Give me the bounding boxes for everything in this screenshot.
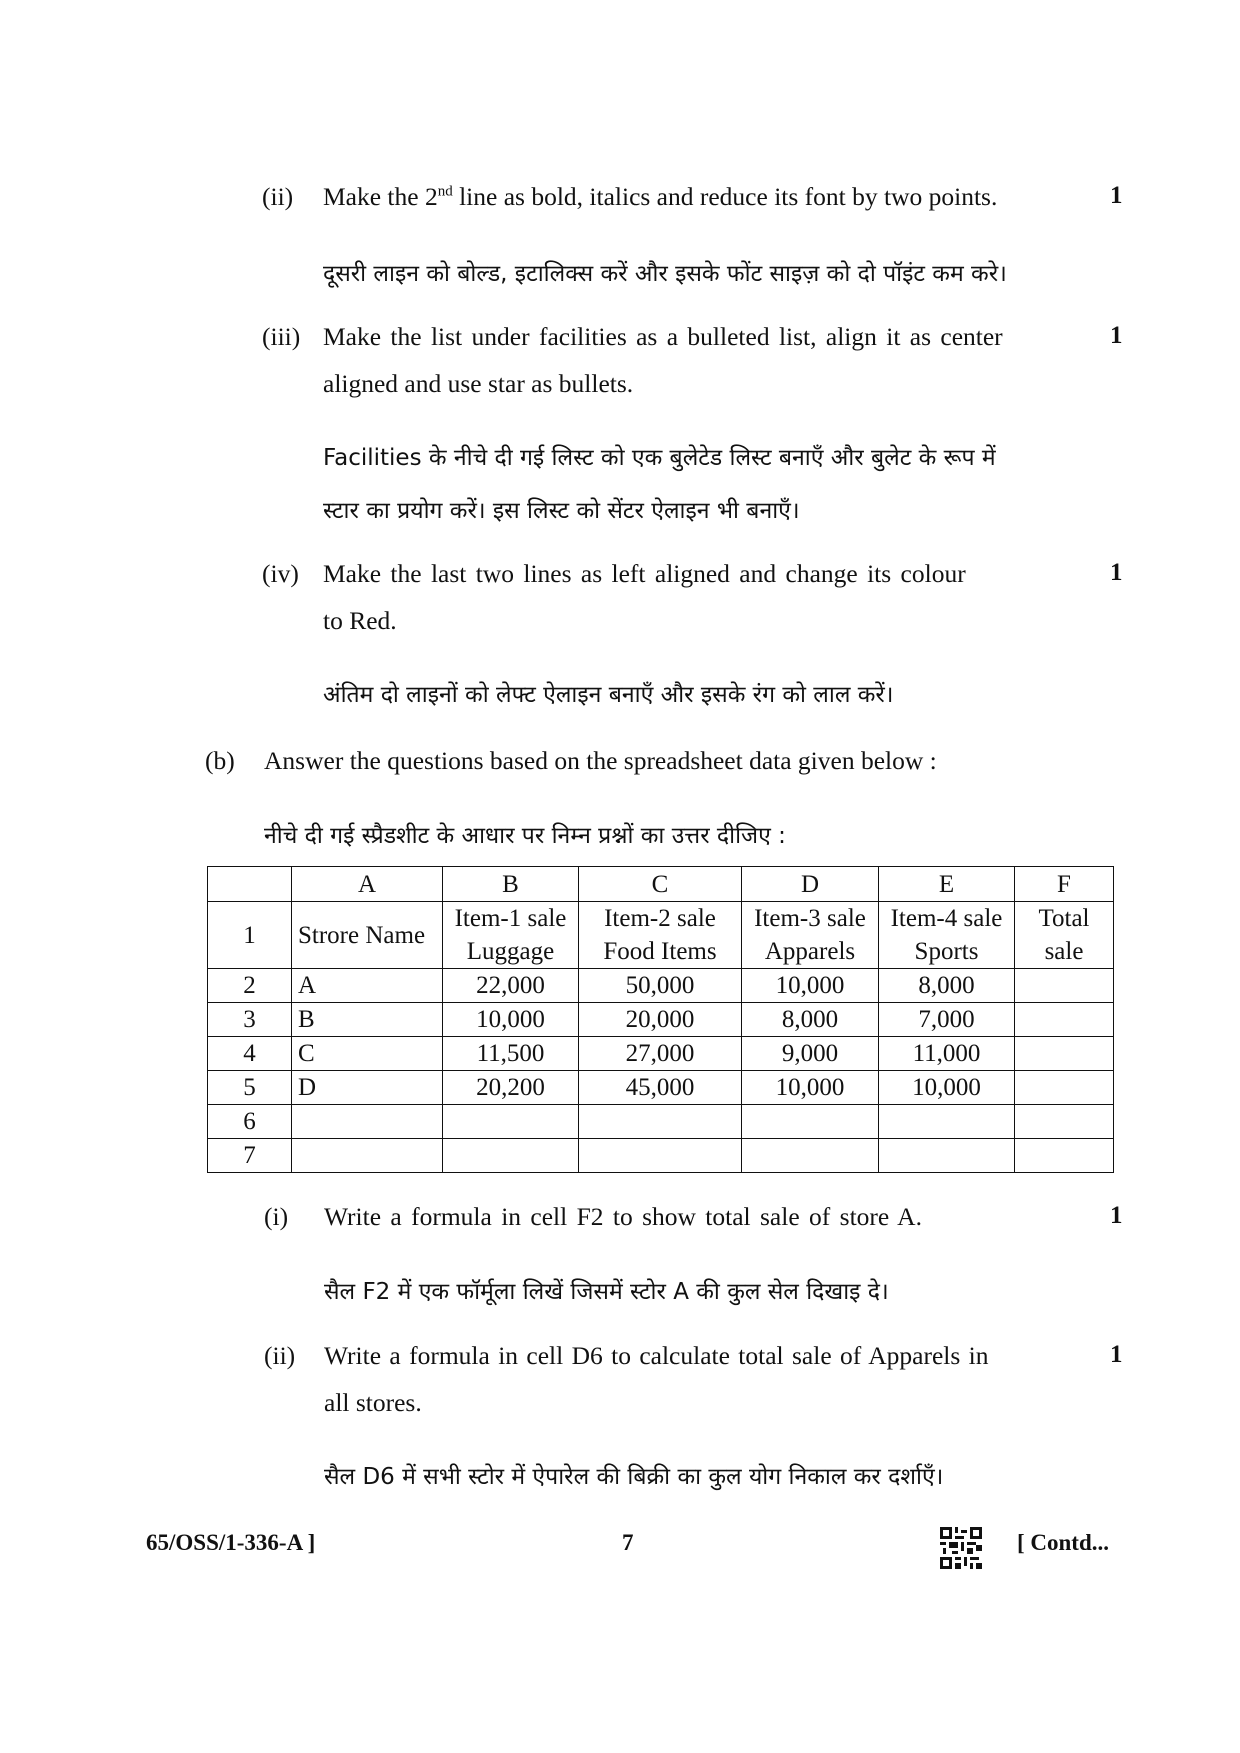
header-total-line2: sale	[1044, 938, 1084, 965]
b-question-i-text: Write a formula in cell F2 to show total sale of store A.	[324, 1202, 922, 1231]
value-cell	[1015, 1037, 1114, 1071]
value-cell: 10,000	[443, 1003, 579, 1037]
header-item4-line2: Sports	[914, 938, 979, 965]
value-cell	[443, 1139, 579, 1173]
item-iv-line1: Make the last two lines as left aligned and change its colour	[323, 559, 966, 588]
header-row	[208, 902, 1114, 969]
b-question-ii-number: (ii)	[264, 1341, 296, 1370]
part-b-instruction-hindi: नीचे दी गई स्प्रैडशीट के आधार पर निम्न प्रश्नों का उत्तर दीजिए :	[264, 823, 786, 849]
header-item2-line1: Item-2 sale	[604, 905, 716, 932]
item-ii-text	[323, 182, 997, 212]
row-number: 2	[208, 969, 292, 1003]
value-cell: 11,000	[879, 1037, 1015, 1071]
value-cell: 10,000	[742, 969, 879, 1003]
header-item3-line2: Apparels	[764, 938, 856, 965]
footer-page-number: 7	[622, 1530, 634, 1555]
column-letter-a: A	[292, 867, 443, 902]
corner-cell	[208, 867, 292, 902]
row-number: 6	[208, 1105, 292, 1139]
item-iii-marks: 1	[1110, 322, 1123, 349]
value-cell: 10,000	[879, 1071, 1015, 1105]
table-row	[208, 1071, 1114, 1105]
item-ii-hindi: दूसरी लाइन को बोल्ड, इटालिक्स करें और इसके फोंट साइज़ को दो पॉइंट कम करे।	[323, 261, 1007, 287]
header-total	[1015, 902, 1114, 969]
value-cell	[1015, 969, 1114, 1003]
header-total-line1: Total	[1038, 905, 1090, 932]
item-ii-superscript: nd	[437, 183, 453, 200]
column-letter-d: D	[742, 867, 879, 902]
value-cell	[443, 1105, 579, 1139]
b-question-ii-hindi: सैल D6 में सभी स्टोर में ऐपारेल की बिक्री का कुल योग निकाल कर दर्शाएँ।	[324, 1464, 944, 1490]
value-cell: 45,000	[579, 1071, 742, 1105]
item-iii-hindi-line1: Facilities के नीचे दी गई लिस्ट को एक बुलेटेड लिस्ट बनाएँ और बुलेट के रूप में	[323, 445, 996, 471]
table-row	[208, 1139, 1114, 1173]
b-question-i-marks: 1	[1110, 1202, 1123, 1229]
column-letter-f: F	[1015, 867, 1114, 902]
value-cell: 8,000	[879, 969, 1015, 1003]
column-letter-row	[208, 867, 1114, 902]
column-letter-c: C	[579, 867, 742, 902]
value-cell	[742, 1139, 879, 1173]
footer-continued: [ Contd...	[1017, 1530, 1110, 1555]
value-cell	[1015, 1139, 1114, 1173]
b-question-i-hindi: सैल F2 में एक फॉर्मूला लिखें जिसमें स्टोर A की कुल सेल दिखाइ दे।	[324, 1279, 889, 1305]
value-cell: 11,500	[443, 1037, 579, 1071]
item-iv-hindi: अंतिम दो लाइनों को लेफ्ट ऐलाइन बनाएँ और इसके रंग को लाल करें।	[323, 682, 894, 708]
footer-paper-code: 65/OSS/1-336-A ]	[146, 1530, 316, 1555]
item-ii-number: (ii)	[262, 182, 294, 211]
item-ii-marks: 1	[1110, 182, 1123, 209]
store-cell: A	[292, 969, 443, 1003]
header-item3-line1: Item-3 sale	[754, 905, 866, 932]
value-cell: 20,200	[443, 1071, 579, 1105]
row-number: 5	[208, 1071, 292, 1105]
item-iii-number: (iii)	[262, 322, 301, 351]
column-letter-b: B	[443, 867, 579, 902]
item-iii-line2: aligned and use star as bullets.	[323, 369, 634, 398]
row-number: 4	[208, 1037, 292, 1071]
spreadsheet-table	[207, 866, 1114, 1173]
column-letter-e: E	[879, 867, 1015, 902]
header-item4	[879, 902, 1015, 969]
item-iv-number: (iv)	[262, 559, 299, 588]
value-cell: 10,000	[742, 1071, 879, 1105]
value-cell: 27,000	[579, 1037, 742, 1071]
header-item2-line2: Food Items	[603, 938, 717, 965]
item-ii-text-post: line as bold, italics and reduce its font by two points.	[452, 182, 998, 211]
b-question-ii-line2: all stores.	[324, 1388, 422, 1417]
table-row	[208, 1037, 1114, 1071]
header-item1-line2: Luggage	[466, 938, 555, 965]
value-cell: 8,000	[742, 1003, 879, 1037]
header-item4-line1: Item-4 sale	[890, 905, 1003, 932]
header-item2	[579, 902, 742, 969]
item-iii-line1: Make the list under facilities as a bulleted list, align it as center	[323, 322, 1003, 351]
header-store-name: Strore Name	[292, 902, 443, 969]
value-cell	[579, 1105, 742, 1139]
store-cell: C	[292, 1037, 443, 1071]
table-row	[208, 1003, 1114, 1037]
value-cell	[1015, 1071, 1114, 1105]
value-cell	[579, 1139, 742, 1173]
value-cell	[879, 1105, 1015, 1139]
value-cell	[879, 1139, 1015, 1173]
b-question-i-number: (i)	[264, 1202, 289, 1231]
b-question-ii-line1: Write a formula in cell D6 to calculate total sale of Apparels in	[324, 1341, 989, 1370]
store-cell	[292, 1105, 443, 1139]
table-row	[208, 1105, 1114, 1139]
header-item1	[443, 902, 579, 969]
value-cell: 7,000	[879, 1003, 1015, 1037]
header-item3	[742, 902, 879, 969]
qr-code-icon	[940, 1527, 982, 1569]
store-cell: B	[292, 1003, 443, 1037]
store-cell	[292, 1139, 443, 1173]
value-cell: 20,000	[579, 1003, 742, 1037]
header-item1-line1: Item-1 sale	[454, 905, 567, 932]
value-cell	[1015, 1003, 1114, 1037]
item-iv-line2: to Red.	[323, 606, 397, 635]
row-number: 1	[208, 902, 292, 969]
part-b-instruction: Answer the questions based on the spreadsheet data given below :	[264, 746, 937, 775]
value-cell	[742, 1105, 879, 1139]
value-cell: 22,000	[443, 969, 579, 1003]
value-cell: 50,000	[579, 969, 742, 1003]
item-iii-hindi-line2: स्टार का प्रयोग करें। इस लिस्ट को सेंटर ऐलाइन भी बनाएँ।	[323, 498, 800, 524]
value-cell: 9,000	[742, 1037, 879, 1071]
b-question-ii-marks: 1	[1110, 1341, 1123, 1368]
row-number: 7	[208, 1139, 292, 1173]
part-b-label: (b)	[205, 746, 235, 775]
item-iv-marks: 1	[1110, 559, 1123, 586]
item-ii-text-pre: Make the 2	[323, 182, 438, 211]
table-row	[208, 969, 1114, 1003]
value-cell	[1015, 1105, 1114, 1139]
row-number: 3	[208, 1003, 292, 1037]
store-cell: D	[292, 1071, 443, 1105]
